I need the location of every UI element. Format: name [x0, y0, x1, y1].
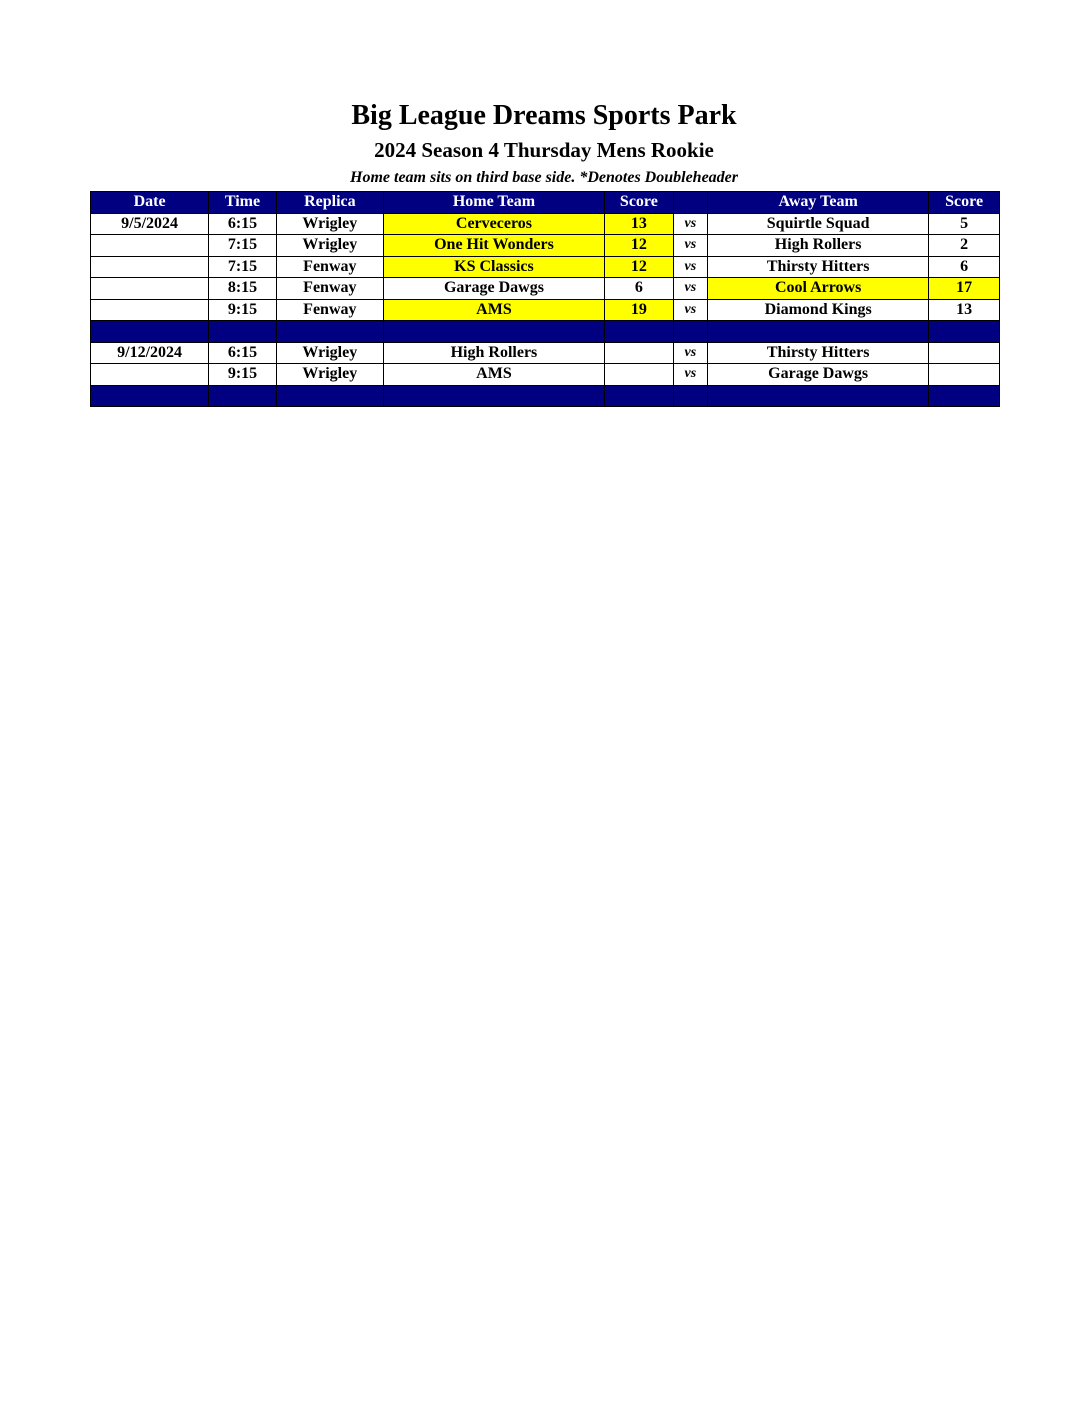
replica-cell: Fenway: [276, 256, 383, 278]
home-score-cell: 13: [605, 213, 674, 235]
col-replica-header: Replica: [276, 192, 383, 214]
away-score-cell: 13: [929, 299, 1000, 321]
date-cell: [91, 256, 209, 278]
time-cell: 8:15: [209, 278, 277, 300]
table-row: [91, 364, 1000, 386]
home-score-cell: 6: [605, 278, 674, 300]
col-home-team-header: Home Team: [383, 192, 604, 214]
time-cell: 7:15: [209, 256, 277, 278]
home-score-cell: 12: [605, 256, 674, 278]
time-cell: 6:15: [209, 213, 277, 235]
time-cell: 6:15: [209, 342, 277, 364]
vs-cell: vs: [673, 364, 707, 386]
away-team-cell: Squirtle Squad: [708, 213, 929, 235]
replica-cell: Wrigley: [276, 364, 383, 386]
vs-cell: vs: [673, 278, 707, 300]
vs-cell: vs: [673, 213, 707, 235]
vs-cell: vs: [673, 235, 707, 257]
home-team-cell: AMS: [383, 364, 604, 386]
home-team-cell: High Rollers: [383, 342, 604, 364]
away-team-cell: Thirsty Hitters: [708, 342, 929, 364]
col-time-header: Time: [209, 192, 277, 214]
date-cell: [91, 235, 209, 257]
replica-cell: Fenway: [276, 278, 383, 300]
home-score-cell: [605, 364, 674, 386]
table-row: [91, 342, 1000, 364]
col-home-score-header: Score: [605, 192, 674, 214]
table-header-row: [91, 192, 1000, 214]
away-team-cell: Diamond Kings: [708, 299, 929, 321]
home-score-cell: 19: [605, 299, 674, 321]
away-team-cell: Garage Dawgs: [708, 364, 929, 386]
home-score-cell: [605, 342, 674, 364]
table-row: [91, 235, 1000, 257]
away-score-cell: 2: [929, 235, 1000, 257]
away-score-cell: 17: [929, 278, 1000, 300]
col-away-team-header: Away Team: [708, 192, 929, 214]
time-cell: 7:15: [209, 235, 277, 257]
col-date-header: Date: [91, 192, 209, 214]
home-team-cell: Cerveceros: [383, 213, 604, 235]
away-score-cell: 5: [929, 213, 1000, 235]
page-title: Big League Dreams Sports Park: [351, 100, 737, 131]
home-team-cell: Garage Dawgs: [383, 278, 604, 300]
away-score-cell: [929, 364, 1000, 386]
date-cell: [91, 299, 209, 321]
table-row: [91, 299, 1000, 321]
time-cell: 9:15: [209, 364, 277, 386]
home-team-cell: AMS: [383, 299, 604, 321]
table-row: [91, 256, 1000, 278]
replica-cell: Fenway: [276, 299, 383, 321]
replica-cell: Wrigley: [276, 213, 383, 235]
away-team-cell: Thirsty Hitters: [708, 256, 929, 278]
home-score-cell: 12: [605, 235, 674, 257]
separator-row: [91, 385, 1000, 407]
page-subtitle: 2024 Season 4 Thursday Mens Rookie: [374, 138, 714, 162]
vs-cell: vs: [673, 299, 707, 321]
away-team-cell: Cool Arrows: [708, 278, 929, 300]
table-row: [91, 278, 1000, 300]
col-away-score-header: Score: [929, 192, 1000, 214]
date-cell: [91, 278, 209, 300]
away-team-cell: High Rollers: [708, 235, 929, 257]
vs-cell: vs: [673, 342, 707, 364]
home-team-cell: KS Classics: [383, 256, 604, 278]
schedule-table: [90, 191, 1000, 407]
separator-row: [91, 321, 1000, 343]
home-team-cell: One Hit Wonders: [383, 235, 604, 257]
away-score-cell: 6: [929, 256, 1000, 278]
date-cell: 9/12/2024: [91, 342, 209, 364]
away-score-cell: [929, 342, 1000, 364]
table-row: [91, 213, 1000, 235]
date-cell: 9/5/2024: [91, 213, 209, 235]
vs-cell: vs: [673, 256, 707, 278]
date-cell: [91, 364, 209, 386]
doubleheader-note: Home team sits on third base side. *Denotes Doubleheader: [350, 169, 738, 186]
col-vs-header: [673, 192, 707, 214]
time-cell: 9:15: [209, 299, 277, 321]
replica-cell: Wrigley: [276, 235, 383, 257]
replica-cell: Wrigley: [276, 342, 383, 364]
